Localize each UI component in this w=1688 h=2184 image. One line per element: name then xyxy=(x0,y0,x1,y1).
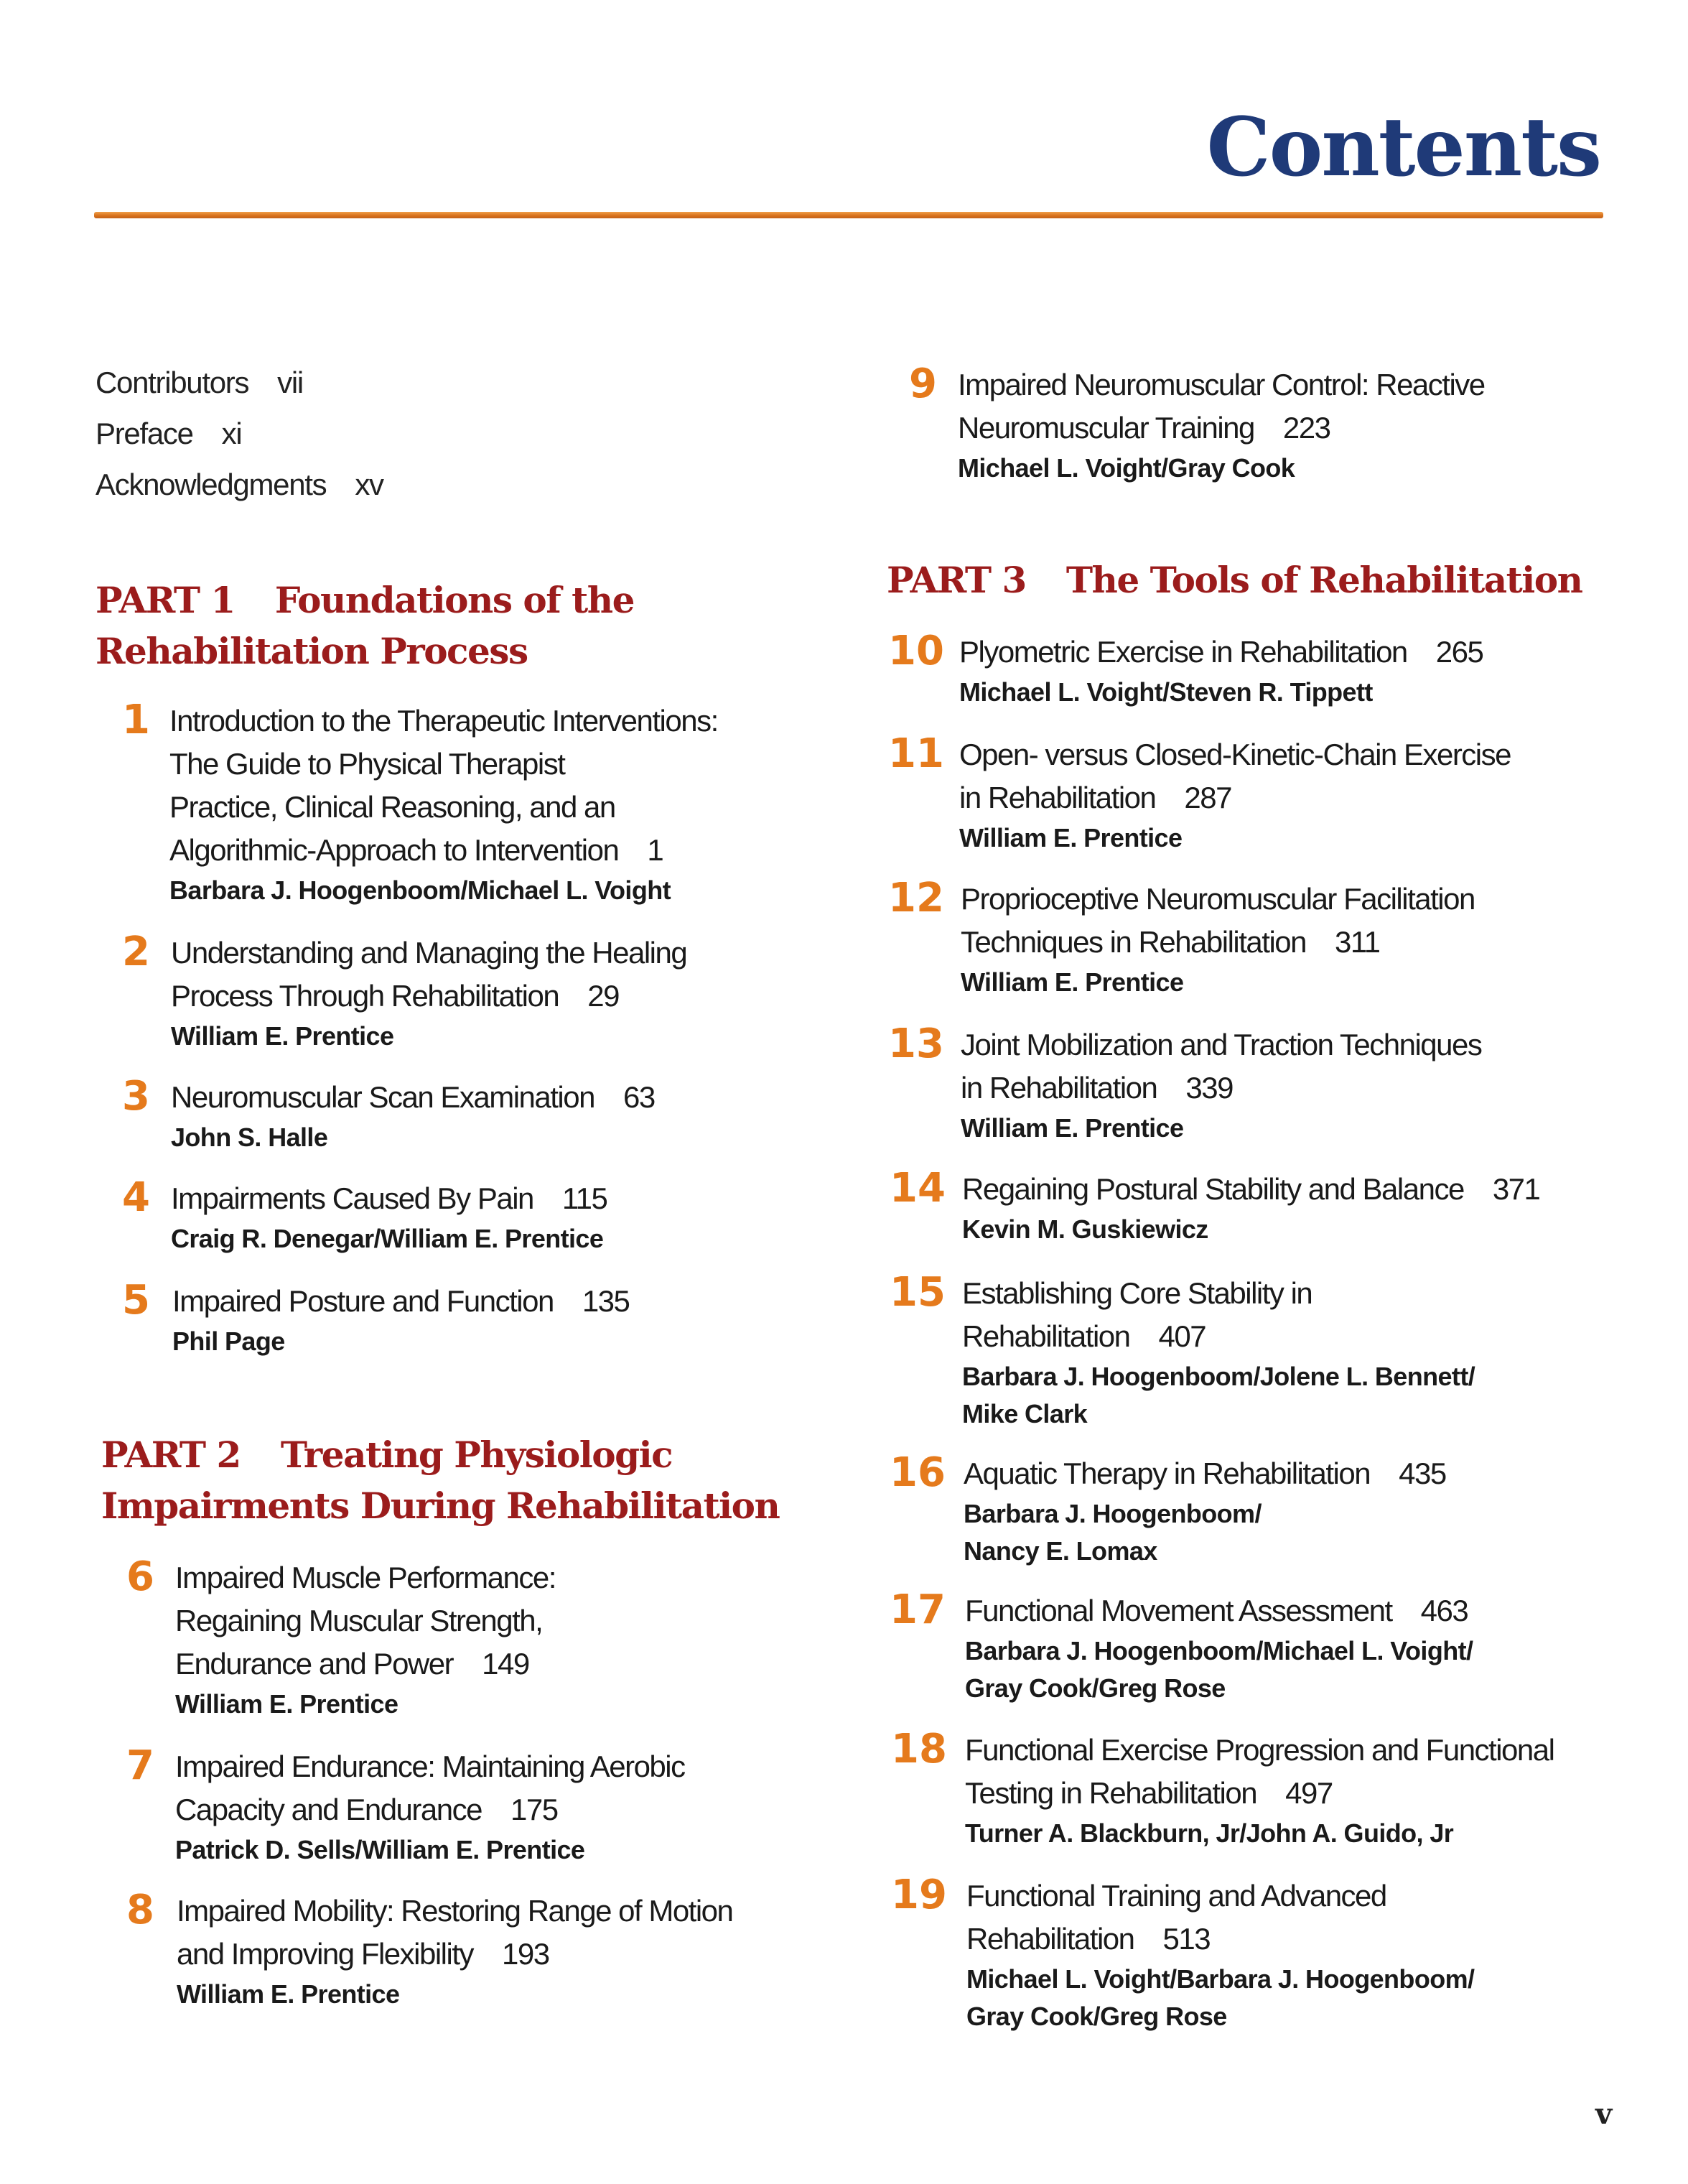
chapter-number: 18 xyxy=(891,1726,947,1772)
chapter-number: 15 xyxy=(890,1269,946,1316)
chapter-title-line xyxy=(966,1918,1474,1961)
chapter-title-text: The Guide to Physical Therapist xyxy=(169,747,565,781)
page-title: Contents xyxy=(1206,101,1600,195)
chapter-number: 6 xyxy=(126,1553,154,1600)
chapter-title-line xyxy=(171,1177,607,1220)
chapter-title-text: Techniques in Rehabilitation xyxy=(961,925,1307,959)
front-matter-item[interactable] xyxy=(95,412,241,455)
chapter-number: 2 xyxy=(122,929,150,975)
front-matter-page: xv xyxy=(355,468,383,501)
chapter-entry[interactable] xyxy=(888,875,1475,1001)
chapter-page: 339 xyxy=(1185,1071,1233,1105)
chapter-number: 3 xyxy=(122,1073,150,1120)
chapter-title-text: Rehabilitation xyxy=(966,1922,1134,1956)
chapter-title-text: Impaired Posture and Function xyxy=(172,1284,554,1318)
chapter-authors: William E. Prentice xyxy=(177,1979,400,2009)
chapter-entry[interactable] xyxy=(126,1887,733,2013)
chapter-authors: Patrick D. Sells/William E. Prentice xyxy=(175,1835,585,1864)
chapter-title-text: Impaired Mobility: Restoring Range of Motion xyxy=(177,1894,733,1928)
chapter-title-text: Impaired Endurance: Maintaining Aerobic xyxy=(175,1749,685,1783)
chapter-authors: Michael L. Voight/Gray Cook xyxy=(958,453,1295,483)
part-heading xyxy=(887,554,1582,605)
chapter-title-text: Testing in Rehabilitation xyxy=(965,1776,1257,1810)
part-heading-line xyxy=(95,626,634,677)
chapter-page: 311 xyxy=(1335,925,1380,959)
chapter-entry[interactable] xyxy=(122,1073,655,1156)
chapter-title-line xyxy=(959,776,1511,819)
chapter-title-text: Process Through Rehabilitation xyxy=(171,979,559,1013)
chapter-title-line xyxy=(962,1272,1475,1315)
chapter-title-text: Impaired Neuromuscular Control: Reactive xyxy=(958,368,1485,401)
chapter-entry[interactable] xyxy=(122,1277,630,1360)
chapter-page: 115 xyxy=(561,1181,607,1215)
chapter-title-text: Functional Movement Assessment xyxy=(965,1594,1392,1627)
chapter-number: 7 xyxy=(126,1742,154,1789)
chapter-page: 29 xyxy=(587,979,619,1013)
chapter-number: 16 xyxy=(890,1449,946,1496)
chapter-number: 12 xyxy=(888,875,944,921)
chapter-authors: Kevin M. Guskiewicz xyxy=(962,1214,1208,1244)
chapter-title-line xyxy=(175,1642,556,1686)
chapter-title-line xyxy=(964,1452,1446,1495)
chapter-entry[interactable] xyxy=(122,929,687,1055)
chapter-entry[interactable] xyxy=(122,697,718,909)
chapter-title-text: Neuromuscular Training xyxy=(958,411,1254,445)
chapter-title-line xyxy=(175,1745,685,1788)
chapter-title-line xyxy=(175,1788,685,1831)
chapter-entry[interactable] xyxy=(888,1021,1482,1147)
chapter-title-text: Impaired Muscle Performance: xyxy=(175,1561,556,1594)
part-heading-line xyxy=(101,1480,779,1531)
chapter-number: 8 xyxy=(126,1887,154,1933)
chapter-title-text: Rehabilitation xyxy=(962,1319,1130,1353)
chapter-authors: Turner A. Blackburn, Jr/John A. Guido, Jr xyxy=(965,1818,1454,1848)
chapter-entry[interactable] xyxy=(890,1165,1540,1248)
chapter-number: 19 xyxy=(891,1872,947,1918)
part-heading xyxy=(101,1429,779,1531)
chapter-title-text: Open- versus Closed-Kinetic-Chain Exercise xyxy=(959,738,1511,771)
chapter-entry[interactable] xyxy=(126,1553,556,1723)
chapter-title-line xyxy=(959,631,1483,674)
chapter-title-text: Functional Exercise Progression and Functional xyxy=(965,1733,1554,1767)
part-heading-line xyxy=(101,1429,779,1480)
part-title: The Tools of Rehabilitation xyxy=(1066,559,1582,601)
chapter-authors: William E. Prentice xyxy=(171,1021,394,1051)
chapter-authors: Barbara J. Hoogenboom/Michael L. Voight/ xyxy=(965,1636,1473,1665)
chapter-title-text: Regaining Muscular Strength, xyxy=(175,1604,543,1637)
chapter-page: 497 xyxy=(1285,1776,1333,1810)
chapter-title-line xyxy=(961,1023,1481,1067)
chapter-number: 14 xyxy=(890,1165,946,1212)
chapter-entry[interactable] xyxy=(126,1742,685,1869)
chapter-entry[interactable] xyxy=(890,1449,1446,1570)
chapter-title-line xyxy=(169,786,718,829)
chapter-number: 9 xyxy=(909,361,937,407)
chapter-authors: Michael L. Voight/Barbara J. Hoogenboom/ xyxy=(966,1964,1475,1994)
part-title: Treating Physiologic xyxy=(280,1433,673,1476)
chapter-page: 265 xyxy=(1435,635,1483,669)
chapter-title-text: Capacity and Endurance xyxy=(175,1793,482,1826)
chapter-title-text: Impairments Caused By Pain xyxy=(171,1181,533,1215)
part-heading xyxy=(95,575,634,677)
chapter-page: 223 xyxy=(1282,411,1330,445)
chapter-number: 13 xyxy=(888,1021,944,1067)
chapter-page: 463 xyxy=(1420,1594,1468,1627)
chapter-page: 371 xyxy=(1492,1172,1540,1206)
chapter-title-line xyxy=(169,743,718,786)
chapter-title-text: Plyometric Exercise in Rehabilitation xyxy=(959,635,1407,669)
chapter-authors: Michael L. Voight/Steven R. Tippett xyxy=(959,677,1373,707)
chapter-title-line xyxy=(965,1772,1554,1815)
chapter-page: 287 xyxy=(1184,781,1231,814)
chapter-title-text: Aquatic Therapy in Rehabilitation xyxy=(964,1456,1371,1490)
chapter-title-text: Practice, Clinical Reasoning, and an xyxy=(169,790,615,824)
chapter-title-text: Joint Mobilization and Traction Techniques xyxy=(961,1028,1482,1061)
chapter-authors: Gray Cook/Greg Rose xyxy=(965,1673,1226,1703)
chapter-authors: Mike Clark xyxy=(962,1399,1088,1428)
chapter-title-text: Endurance and Power xyxy=(175,1647,454,1681)
chapter-title-line xyxy=(177,1933,732,1976)
chapter-title-line xyxy=(171,931,686,975)
chapter-title-line xyxy=(962,1168,1539,1211)
chapter-title-text: Introduction to the Therapeutic Interventions: xyxy=(169,704,718,738)
chapter-title-line xyxy=(177,1890,732,1933)
chapter-authors: William E. Prentice xyxy=(961,967,1184,997)
chapter-title-line xyxy=(958,406,1485,450)
title-rule-divider xyxy=(94,212,1603,218)
chapter-entry[interactable] xyxy=(909,361,1485,487)
part-heading-line xyxy=(95,575,634,626)
chapter-entry[interactable] xyxy=(890,1269,1475,1433)
chapter-title-line xyxy=(965,1589,1473,1632)
chapter-title-line xyxy=(961,878,1475,921)
chapter-title-text: Neuromuscular Scan Examination xyxy=(171,1080,594,1114)
chapter-title-line xyxy=(169,829,718,872)
chapter-entry[interactable] xyxy=(122,1174,607,1258)
part-title: Rehabilitation Process xyxy=(95,630,528,672)
chapter-title-line xyxy=(959,733,1511,776)
chapter-authors: Barbara J. Hoogenboom/ xyxy=(964,1499,1262,1528)
chapter-title-line xyxy=(965,1729,1554,1772)
chapter-title-text: Proprioceptive Neuromuscular Facilitation xyxy=(961,882,1475,916)
front-matter-page: vii xyxy=(277,366,303,399)
chapter-page: 175 xyxy=(510,1793,558,1826)
front-matter-label: Acknowledgments xyxy=(95,468,327,501)
chapter-title-line xyxy=(961,921,1475,964)
part-heading-line xyxy=(887,554,1582,605)
chapter-title-text: in Rehabilitation xyxy=(959,781,1156,814)
chapter-authors: John S. Halle xyxy=(171,1123,328,1152)
chapter-title-line xyxy=(966,1874,1474,1918)
chapter-page: 63 xyxy=(622,1080,655,1114)
chapter-number: 10 xyxy=(888,628,944,674)
chapter-number: 4 xyxy=(122,1174,150,1221)
chapter-title-line xyxy=(175,1556,556,1599)
part-title: Foundations of the xyxy=(274,579,634,621)
chapter-title-text: Understanding and Managing the Healing xyxy=(171,936,687,970)
chapter-page: 435 xyxy=(1399,1456,1446,1490)
chapter-title-text: Establishing Core Stability in xyxy=(962,1276,1312,1310)
chapter-title-line xyxy=(172,1280,629,1323)
chapter-number: 11 xyxy=(888,730,944,777)
chapter-authors: Barbara J. Hoogenboom/Jolene L. Bennett/ xyxy=(962,1362,1475,1391)
front-matter-item[interactable] xyxy=(95,361,303,404)
chapter-number: 5 xyxy=(122,1277,150,1324)
chapter-title-text: Algorithmic-Approach to Intervention xyxy=(169,833,619,867)
chapter-title-line xyxy=(175,1599,556,1642)
chapter-page: 135 xyxy=(582,1284,630,1318)
chapter-authors: Phil Page xyxy=(172,1326,285,1356)
chapter-page: 513 xyxy=(1162,1922,1211,1956)
chapter-authors: William E. Prentice xyxy=(175,1689,398,1719)
part-title: Impairments During Rehabilitation xyxy=(101,1484,780,1527)
part-label: PART 1 xyxy=(95,579,235,621)
chapter-title-line xyxy=(169,700,718,743)
chapter-entry[interactable] xyxy=(888,628,1483,711)
chapter-number: 1 xyxy=(122,697,150,743)
chapter-title-text: Functional Training and Advanced xyxy=(966,1879,1386,1913)
chapter-title-text: and Improving Flexibility xyxy=(177,1937,474,1971)
chapter-entry[interactable] xyxy=(888,730,1511,857)
front-matter-page: xi xyxy=(221,417,242,450)
chapter-title-line xyxy=(961,1067,1481,1110)
chapter-entry[interactable] xyxy=(891,1726,1554,1852)
part-label: PART 3 xyxy=(887,559,1026,601)
chapter-title-line xyxy=(171,1076,655,1119)
chapter-page: 407 xyxy=(1158,1319,1206,1353)
chapter-entry[interactable] xyxy=(890,1586,1473,1707)
front-matter-label: Contributors xyxy=(95,366,249,399)
page-number: v xyxy=(1595,2097,1613,2131)
chapter-title-text: in Rehabilitation xyxy=(961,1071,1157,1105)
chapter-authors: William E. Prentice xyxy=(959,823,1183,852)
chapter-title-text: Regaining Postural Stability and Balance xyxy=(962,1172,1464,1206)
chapter-authors: Barbara J. Hoogenboom/Michael L. Voight xyxy=(169,875,671,905)
chapter-authors: William E. Prentice xyxy=(961,1113,1184,1143)
chapter-page: 149 xyxy=(482,1647,529,1681)
chapter-authors: Nancy E. Lomax xyxy=(964,1536,1157,1566)
chapter-entry[interactable] xyxy=(891,1872,1475,2035)
chapter-title-line xyxy=(962,1315,1475,1358)
chapter-page: 193 xyxy=(502,1937,549,1971)
chapter-page: 1 xyxy=(647,833,663,867)
chapter-authors: Gray Cook/Greg Rose xyxy=(966,2002,1227,2031)
chapter-number: 17 xyxy=(890,1586,946,1633)
part-label: PART 2 xyxy=(101,1433,241,1476)
chapter-title-line xyxy=(171,975,686,1018)
front-matter-item[interactable] xyxy=(95,463,383,506)
chapter-title-line xyxy=(958,363,1485,406)
chapter-authors: Craig R. Denegar/William E. Prentice xyxy=(171,1224,604,1253)
front-matter-label: Preface xyxy=(95,417,193,450)
